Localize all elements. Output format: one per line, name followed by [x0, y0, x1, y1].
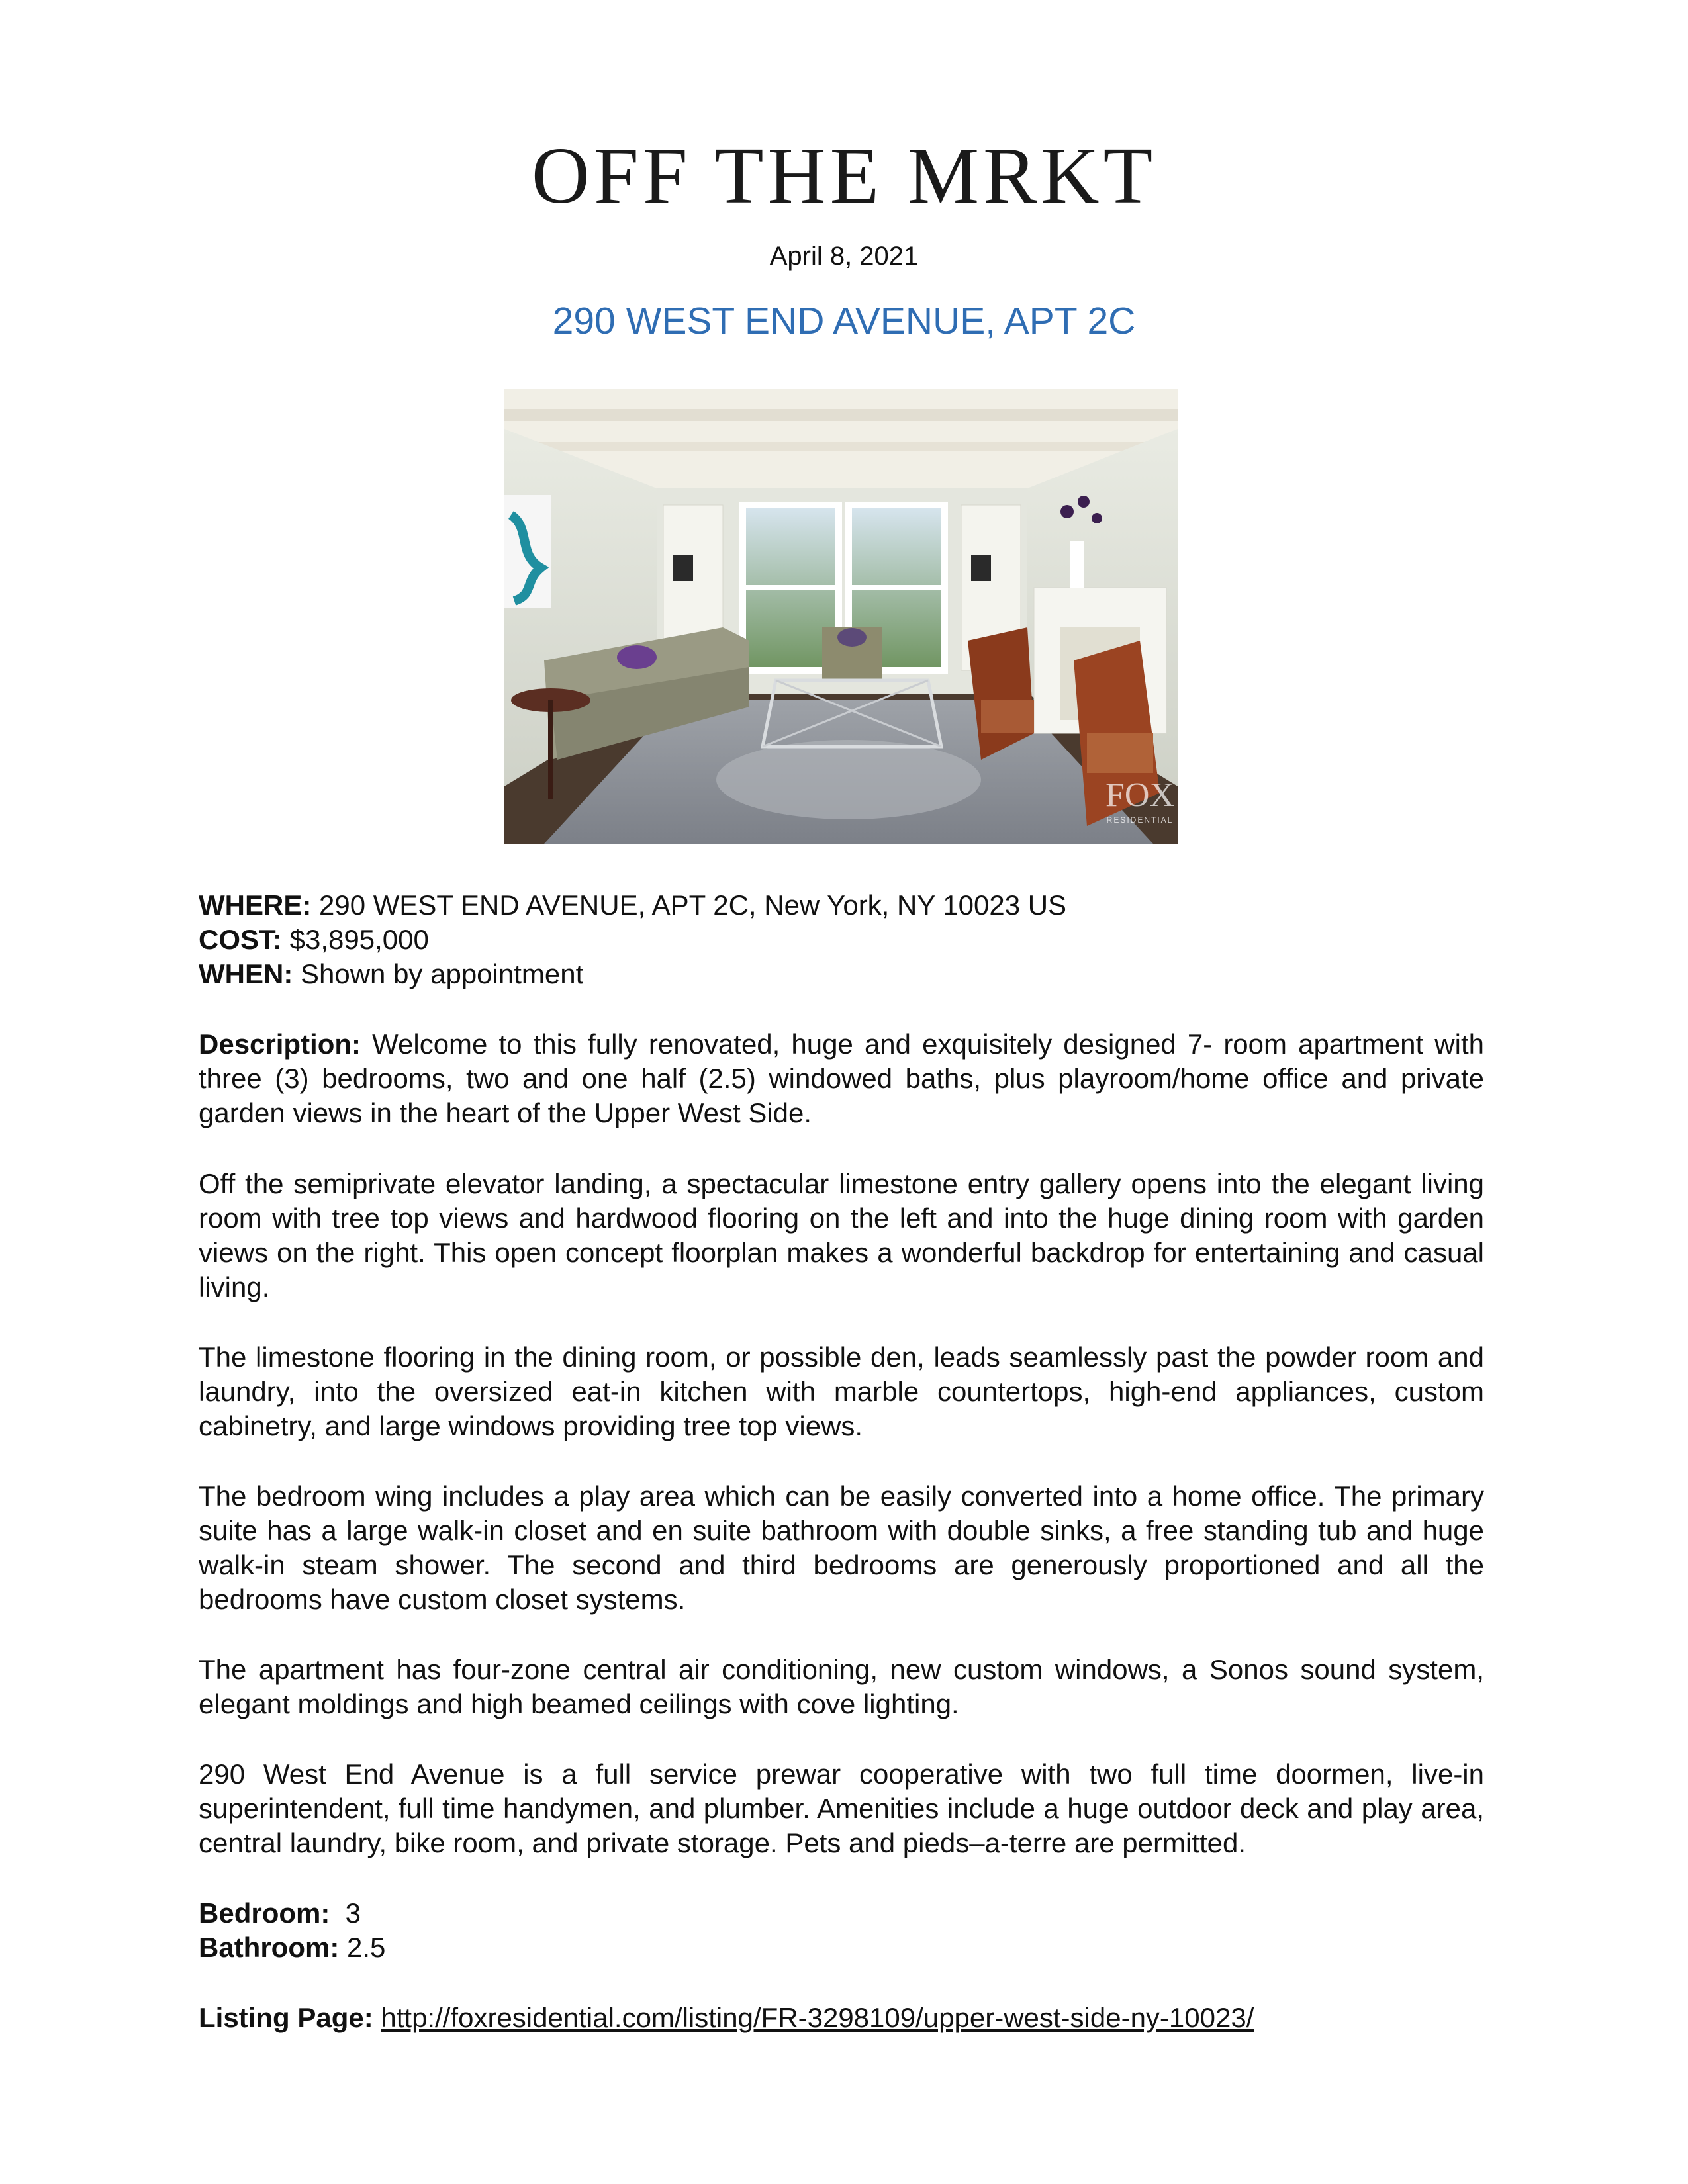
cost-value: $3,895,000	[282, 924, 429, 955]
listing-label: Listing Page:	[199, 2002, 373, 2033]
listing-line	[199, 2001, 1484, 2035]
watermark-text: FOX	[1105, 776, 1175, 814]
description-paragraph-1	[199, 1027, 1484, 1130]
masthead-logo: OFF THE MRKT	[531, 131, 1157, 220]
description-paragraph-2: Off the semiprivate elevator landing, a spectacular limestone entry gallery opens into the elegant living room with tree top views and hardwood flooring on the left and into the huge dining room with garden views on the right. This open concept floorplan makes a wonderful backdrop for entertaining and casual living.	[199, 1168, 1484, 1302]
facts-block	[199, 888, 1484, 991]
page-title: 290 WEST END AVENUE, APT 2C	[552, 300, 1136, 342]
living-room-image	[504, 389, 1178, 844]
bathroom-line	[199, 1931, 1484, 1965]
where-value: 290 WEST END AVENUE, APT 2C, New York, NY 10023 US	[311, 889, 1067, 921]
watermark-subtext: RESIDENTIAL	[1106, 815, 1174, 825]
cost-label: COST:	[199, 924, 282, 955]
description-paragraph-3: The limestone flooring in the dining room, or possible den, leads seamlessly past the powder room and laundry, into the oversized eat-in kitchen with marble countertops, high-end appliances, custom cabinetry, and large windows providing tree top views.	[199, 1342, 1484, 1441]
bedroom-line	[199, 1896, 1484, 1931]
description-paragraph-6: 290 West End Avenue is a full service prewar cooperative with two full time doormen, live-in superintendent, full time handymen, and plumber. Amenities include a huge outdoor deck and play area, central laundry, bike room, and private storage. Pets and pieds–a-terre are permitted.	[199, 1758, 1484, 1858]
when-label: WHEN:	[199, 958, 293, 989]
publish-date: April 8, 2021	[769, 242, 919, 271]
listing-link[interactable]: http://foxresidential.com/listing/FR-3298109/upper-west-side-ny-10023/	[381, 2002, 1254, 2033]
specs-block	[199, 1896, 1484, 1965]
description-paragraph-5: The apartment has four-zone central air conditioning, new custom windows, a Sonos sound system, elegant moldings and high beamed ceilings with cove lighting.	[199, 1654, 1484, 1719]
bathroom-label: Bathroom:	[199, 1932, 340, 1963]
when-value: Shown by appointment	[293, 958, 584, 989]
listing-photo	[504, 389, 1178, 844]
bedroom-label: Bedroom:	[199, 1897, 330, 1929]
bathroom-value: 2.5	[339, 1932, 386, 1963]
bedroom-value: 3	[330, 1897, 361, 1929]
where-line	[199, 888, 1484, 923]
cost-line	[199, 923, 1484, 957]
description-intro: Welcome to this fully renovated, huge and exquisitely designed 7- room apartment with three (3) bedrooms, two and one half (2.5) windowed baths, plus playroom/home office and private garden views in the heart of the Upper West Side.	[199, 1028, 1484, 1128]
description-paragraph-4: The bedroom wing includes a play area which can be easily converted into a home office. The primary suite has a large walk-in closet and en suite bathroom with double sinks, a free standing tub and huge walk-in steam shower. The second and third bedrooms are generously proportioned and all the bedrooms have custom closet systems.	[199, 1480, 1484, 1615]
where-label: WHERE:	[199, 889, 312, 921]
description-label: Description:	[199, 1028, 361, 1060]
when-line	[199, 957, 1484, 991]
